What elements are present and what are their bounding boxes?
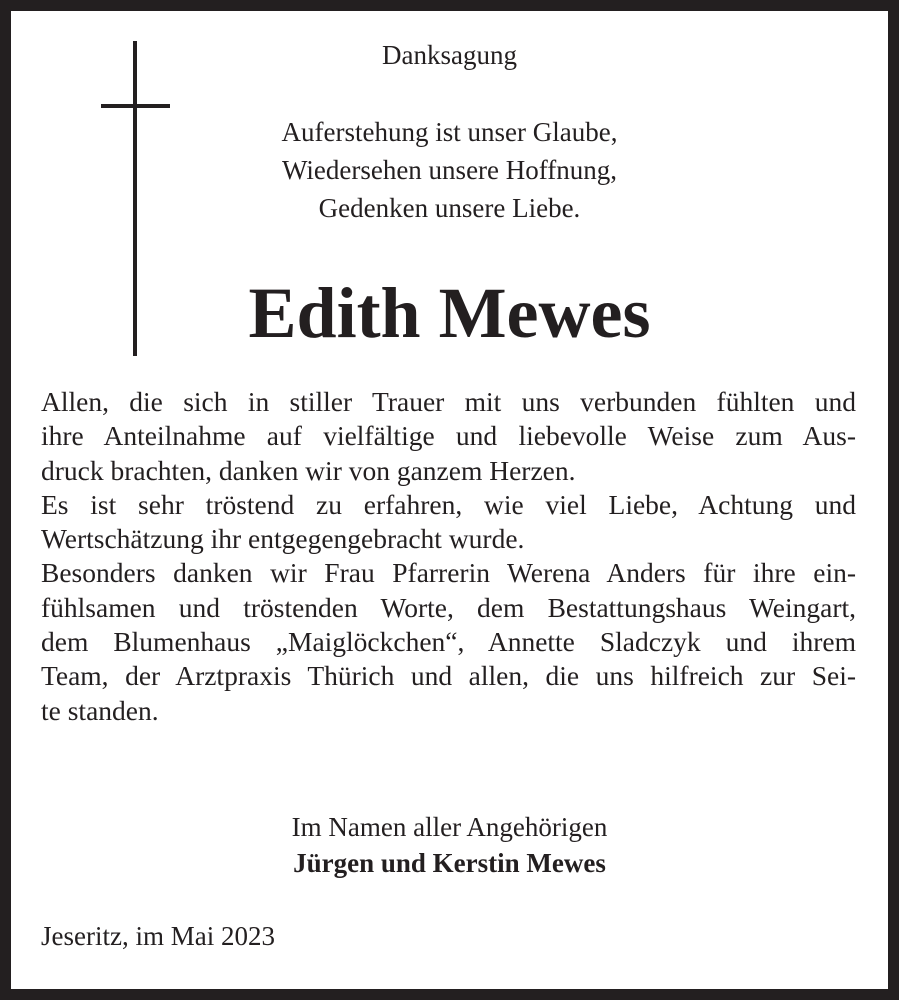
deceased-name: Edith Mewes [248, 273, 651, 353]
verse-line: Auferstehung ist unser Glaube, [281, 117, 618, 147]
text-line: Team, der Arztpraxis Thürich und allen, die uns hilfreich zur Sei- [41, 660, 856, 692]
verse-line: Gedenken unsere Liebe. [318, 193, 581, 223]
family-names: Jürgen und Kerstin Mewes [293, 848, 606, 878]
text-line: fühlsamen und tröstenden Worte, dem Bestattungshaus Weingart, [41, 591, 856, 623]
text-line: Wertschätzung ihr entgegengebracht wurde. [41, 523, 525, 555]
verse [11, 113, 888, 227]
closing-line: Im Namen aller Angehörigen [291, 812, 608, 842]
text-line: ihre Anteilnahme auf vielfältige und liebevolle Weise zum Aus- [41, 420, 856, 452]
text-line: te standen. [41, 694, 159, 726]
text-line: Es ist sehr tröstend zu erfahren, wie viel Liebe, Achtung und [41, 488, 856, 520]
text-line: druck brachten, danken wir von ganzem Herzen. [41, 454, 576, 486]
notice-heading: Danksagung [382, 40, 517, 70]
place-date: Jeseritz, im Mai 2023 [41, 921, 275, 951]
thanks-text [41, 385, 856, 728]
closing-block [11, 809, 888, 881]
verse-line: Wiedersehen unsere Hoffnung, [281, 155, 618, 185]
text-line: dem Blumenhaus „Maiglöckchen“, Annette Sladczyk und ihrem [41, 626, 856, 658]
text-line: Allen, die sich in stiller Trauer mit uns verbunden fühlten und [41, 386, 856, 417]
text-line: Besonders danken wir Frau Pfarrerin Werena Anders für ihre ein- [41, 557, 856, 589]
cross-horizontal-bar [101, 104, 170, 108]
